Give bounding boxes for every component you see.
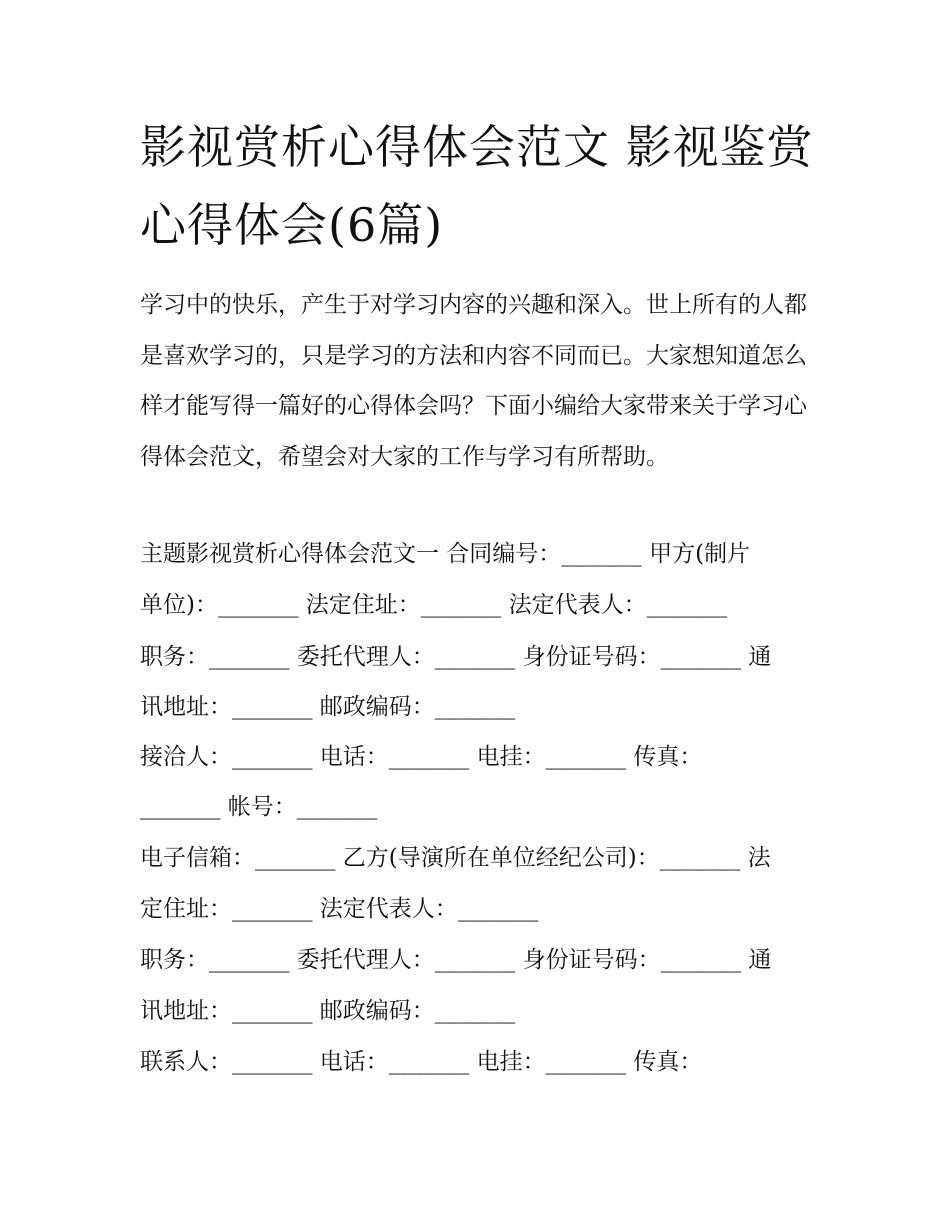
contract-line: 讯地址：_______ 邮政编码：_______	[140, 694, 516, 720]
contract-line: _______ 帐号：_______	[140, 794, 378, 820]
contract-line: 职务：_______ 委托代理人：_______ 身份证号码：_______ 通	[140, 947, 772, 973]
contract-line: 定住址：_______ 法定代表人：_______	[140, 896, 539, 922]
contract-line: 职务：_______ 委托代理人：_______ 身份证号码：_______ 通	[140, 644, 772, 670]
contract-line: 单位)：_______ 法定住址：_______ 法定代表人：_______	[140, 592, 728, 618]
intro-paragraph: 学习中的快乐，产生于对学习内容的兴趣和深入。世上所有的人都是喜欢学习的，只是学习的方法和内容不同而已。大家想知道怎么样才能写得一篇好的心得体会吗？下面小编给大家带来关于学习心得体会范文，希望会对大家的工作与学习有所帮助。	[140, 292, 807, 470]
document-title: 影视赏析心得体会范文 影视鉴赏心得体会(6篇)	[140, 120, 814, 252]
contract-line: 联系人：_______ 电话：_______ 电挂：_______ 传真：	[140, 1049, 703, 1075]
contract-line: 电子信箱：_______ 乙方(导演所在单位经纪公司)：_______ 法	[140, 845, 771, 871]
contract-line: 讯地址：_______ 邮政编码：_______	[140, 998, 516, 1024]
contract-line: 主题影视赏析心得体会范文一 合同编号：_______ 甲方(制片	[140, 541, 751, 567]
contract-line: 接洽人：_______ 电话：_______ 电挂：_______ 传真：	[140, 744, 703, 770]
